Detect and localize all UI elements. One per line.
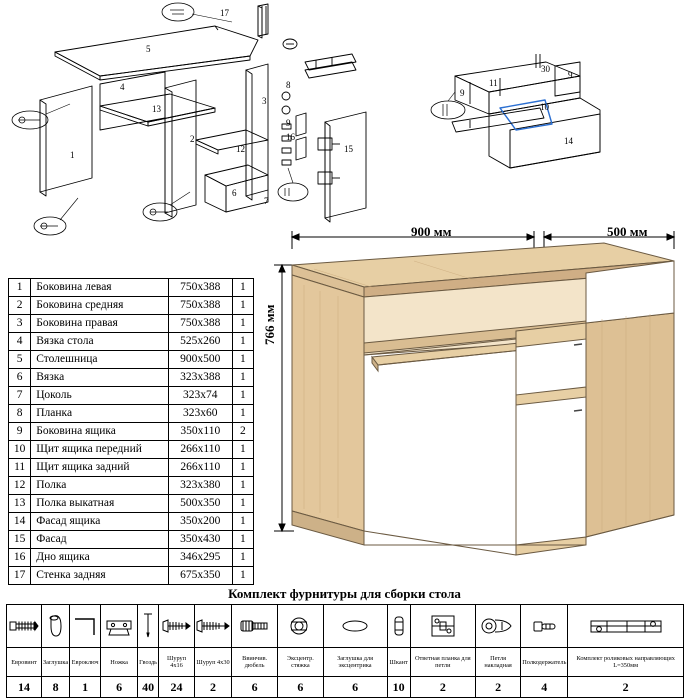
hardware-table (6, 604, 684, 698)
hardware-count: 1 (70, 677, 101, 698)
part-name: Вязка (31, 369, 169, 387)
table-row (9, 477, 254, 495)
part-name: Фасад (31, 531, 169, 549)
roller-slides-icon (568, 605, 684, 648)
part-number: 15 (9, 531, 31, 549)
part-quantity: 1 (232, 441, 253, 459)
part-name: Планка (31, 405, 169, 423)
part-dimension: 350х200 (168, 513, 232, 531)
svg-text:6: 6 (232, 188, 237, 198)
screw-in-dowel-icon (232, 605, 278, 648)
shelf-support-icon (521, 605, 568, 648)
svg-text:7: 7 (264, 196, 269, 206)
table-row (9, 297, 254, 315)
hardware-count: 2 (475, 677, 520, 698)
part-quantity: 1 (232, 351, 253, 369)
svg-text:11: 11 (489, 78, 498, 88)
width-dimension-label: 900 мм (411, 224, 452, 239)
part-number: 11 (9, 459, 31, 477)
hinge-plate-icon (410, 605, 475, 648)
part-number: 13 (9, 495, 31, 513)
table-row (9, 279, 254, 297)
hardware-count: 4 (521, 677, 568, 698)
part-quantity: 1 (232, 567, 253, 585)
part-dimension: 323х60 (168, 405, 232, 423)
part-dimension: 750х388 (168, 297, 232, 315)
part-quantity: 1 (232, 495, 253, 513)
part-quantity: 1 (232, 369, 253, 387)
table-row (9, 441, 254, 459)
hardware-name: Ввинчив. дюбель (232, 648, 278, 677)
svg-text:15: 15 (344, 144, 353, 154)
part-quantity: 1 (232, 297, 253, 315)
table-row (9, 315, 254, 333)
part-name: Боковина левая (31, 279, 169, 297)
euro-screw-icon (7, 605, 42, 648)
svg-text:17: 17 (220, 8, 229, 18)
part-quantity: 1 (232, 405, 253, 423)
table-row (9, 405, 254, 423)
part-dimension: 323х74 (168, 387, 232, 405)
table-row (9, 549, 254, 567)
part-dimension: 266х110 (168, 459, 232, 477)
hardware-name: Заглушка для эксцентрика (323, 648, 387, 677)
part-number: 9 (9, 423, 31, 441)
svg-text:12: 12 (236, 144, 245, 154)
hardware-count: 2 (568, 677, 684, 698)
table-row (9, 531, 254, 549)
part-dimension: 350х430 (168, 531, 232, 549)
foot-icon (101, 605, 138, 648)
hardware-name: Гвоздь (138, 648, 159, 677)
hardware-count: 8 (42, 677, 70, 698)
svg-text:13: 13 (152, 104, 161, 114)
part-name: Фасад ящика (31, 513, 169, 531)
hardware-name: Комплект роликовых направляющих L=350мм (568, 648, 684, 677)
part-name: Дно ящика (31, 549, 169, 567)
part-name: Стенка задняя (31, 567, 169, 585)
allen-key-icon (70, 605, 101, 648)
cap-icon (42, 605, 70, 648)
part-quantity: 1 (232, 333, 253, 351)
table-row (9, 369, 254, 387)
part-name: Столешница (31, 351, 169, 369)
part-dimension: 750х388 (168, 315, 232, 333)
parts-table (8, 278, 254, 585)
part-number: 10 (9, 441, 31, 459)
hardware-count: 6 (323, 677, 387, 698)
part-dimension: 900х500 (168, 351, 232, 369)
part-quantity: 1 (232, 459, 253, 477)
table-row (9, 567, 254, 585)
part-name: Боковина правая (31, 315, 169, 333)
screw-4x30-icon (195, 605, 232, 648)
part-name: Боковина ящика (31, 423, 169, 441)
hardware-name: Эксцентр. стяжка (278, 648, 323, 677)
hardware-count: 40 (138, 677, 159, 698)
hardware-name: Заглушка (42, 648, 70, 677)
part-dimension: 675х350 (168, 567, 232, 585)
part-name: Полка выкатная (31, 495, 169, 513)
nail-icon (138, 605, 159, 648)
hardware-count: 14 (7, 677, 42, 698)
desk-drawing-svg (254, 215, 689, 575)
hardware-name: Полкодержатель (521, 648, 568, 677)
part-dimension: 323х380 (168, 477, 232, 495)
part-quantity: 1 (232, 279, 253, 297)
part-quantity: 1 (232, 477, 253, 495)
part-name: Полка (31, 477, 169, 495)
hardware-name: Петля накладная (475, 648, 520, 677)
part-quantity: 1 (232, 549, 253, 567)
part-number: 12 (9, 477, 31, 495)
part-dimension: 346х295 (168, 549, 232, 567)
part-number: 14 (9, 513, 31, 531)
table-row (9, 387, 254, 405)
table-row (9, 423, 254, 441)
part-dimension: 750х388 (168, 279, 232, 297)
svg-text:1: 1 (70, 150, 75, 160)
parts-table-body (9, 279, 254, 585)
part-number: 8 (9, 405, 31, 423)
svg-text:8: 8 (286, 80, 291, 90)
hardware-count: 6 (278, 677, 323, 698)
part-quantity: 1 (232, 387, 253, 405)
part-dimension: 525х260 (168, 333, 232, 351)
hardware-name: Шуруп 4х30 (195, 648, 232, 677)
part-name: Щит ящика передний (31, 441, 169, 459)
part-name: Цоколь (31, 387, 169, 405)
dowel-icon (387, 605, 410, 648)
part-number: 16 (9, 549, 31, 567)
table-row (9, 513, 254, 531)
part-quantity: 1 (232, 513, 253, 531)
part-number: 17 (9, 567, 31, 585)
hardware-name: Шкант (387, 648, 410, 677)
part-dimension: 266х110 (168, 441, 232, 459)
hardware-name: Ответная планка для петли (410, 648, 475, 677)
part-dimension: 500х350 (168, 495, 232, 513)
hardware-count: 6 (232, 677, 278, 698)
part-quantity: 1 (232, 315, 253, 333)
hardware-name: Шуруп 4х16 (159, 648, 195, 677)
part-quantity: 2 (232, 423, 253, 441)
hardware-count: 10 (387, 677, 410, 698)
table-row (9, 459, 254, 477)
svg-text:9: 9 (286, 118, 291, 128)
screw-4x16-icon (159, 605, 195, 648)
hardware-icons-row (7, 605, 684, 648)
desk-perspective-drawing (254, 215, 689, 575)
part-number: 5 (9, 351, 31, 369)
table-row (9, 351, 254, 369)
hardware-name: Ножка (101, 648, 138, 677)
svg-text:30: 30 (541, 64, 550, 74)
svg-text:2: 2 (190, 134, 195, 144)
svg-text:14: 14 (564, 136, 573, 146)
part-name: Щит ящика задний (31, 459, 169, 477)
hardware-count: 24 (159, 677, 195, 698)
svg-text:5: 5 (146, 44, 151, 54)
svg-text:4: 4 (120, 82, 125, 92)
part-number: 1 (9, 279, 31, 297)
svg-text:10: 10 (540, 102, 549, 112)
hardware-section-title: Комплект фурнитуры для сборки стола (228, 586, 461, 601)
eccentric-tie-icon (278, 605, 323, 648)
hardware-count: 2 (195, 677, 232, 698)
eccentric-cap-icon (323, 605, 387, 648)
hardware-name: Евроключ (70, 648, 101, 677)
hardware-names-row (7, 648, 684, 677)
table-row (9, 495, 254, 513)
svg-text:16: 16 (286, 132, 295, 142)
part-number: 6 (9, 369, 31, 387)
depth-dimension-label: 500 мм (607, 224, 648, 239)
part-number: 4 (9, 333, 31, 351)
hinge-icon (475, 605, 520, 648)
part-number: 2 (9, 297, 31, 315)
svg-text:9: 9 (568, 70, 573, 80)
part-name: Боковина средняя (31, 297, 169, 315)
exploded-diagram-svg (0, 0, 689, 250)
table-row (9, 333, 254, 351)
hardware-count: 2 (410, 677, 475, 698)
hardware-name: Евровинт (7, 648, 42, 677)
part-name: Вязка стола (31, 333, 169, 351)
part-quantity: 1 (232, 531, 253, 549)
part-dimension: 323х388 (168, 369, 232, 387)
height-dimension-label: 766 мм (262, 304, 277, 345)
part-number: 7 (9, 387, 31, 405)
exploded-diagram (0, 0, 689, 250)
hardware-counts-row (7, 677, 684, 698)
hardware-count: 6 (101, 677, 138, 698)
part-dimension: 350х110 (168, 423, 232, 441)
part-number: 3 (9, 315, 31, 333)
svg-text:3: 3 (262, 96, 267, 106)
svg-text:9: 9 (460, 88, 465, 98)
